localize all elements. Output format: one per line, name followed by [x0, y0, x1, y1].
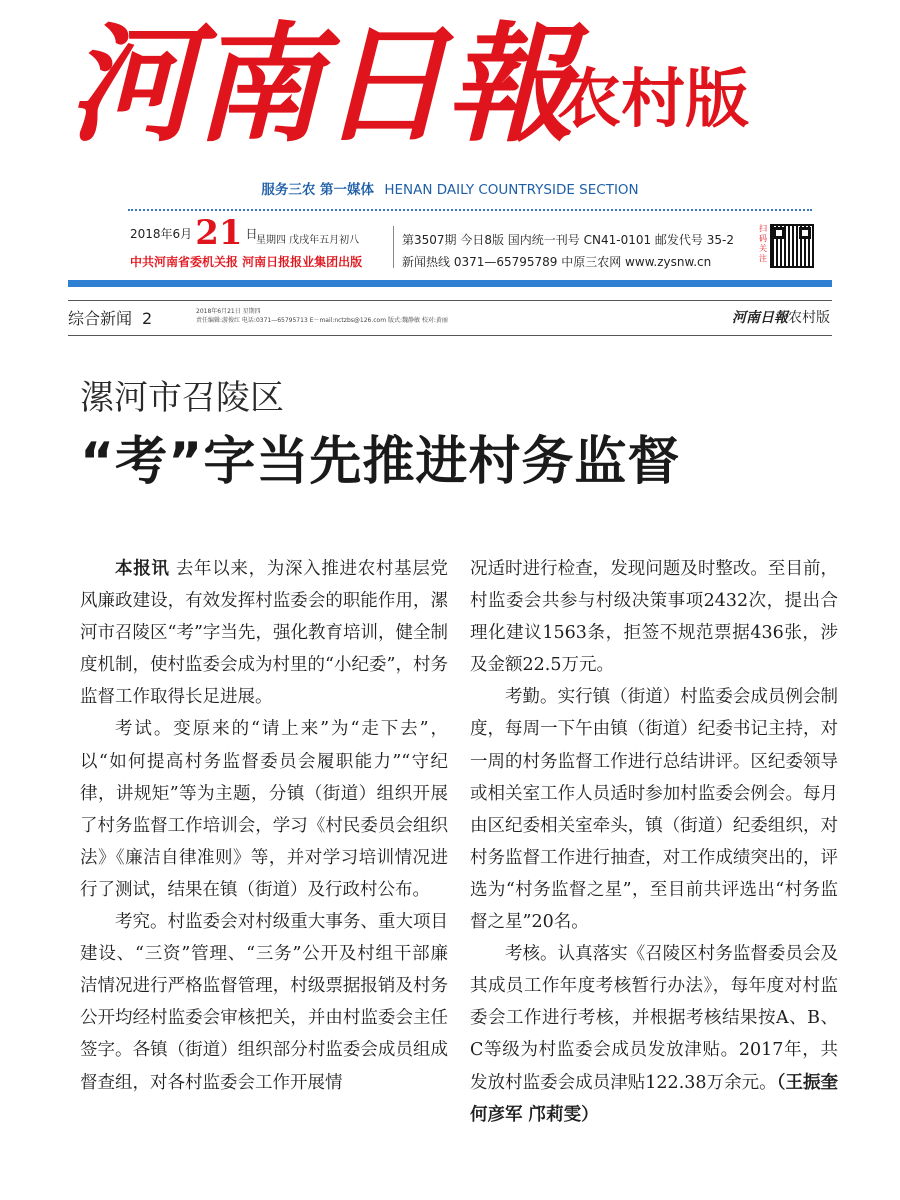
article-column-left [80, 553, 448, 1099]
section-meta [196, 307, 448, 325]
byline: （王振奎 何彦军 邝莉雯） [470, 1072, 839, 1125]
article-kicker: 漯河市召陵区 [80, 378, 284, 418]
qr-code-icon [770, 224, 814, 268]
paragraph [80, 553, 448, 713]
section-editors: 责任编辑:游俊红 电话:0371—65795713 E－mail:nctzbs@126.com 版式:魏静敏 校对:黄丽 [196, 317, 448, 324]
edition-title: 农村版 [557, 63, 749, 137]
paragraph [470, 938, 838, 1131]
paragraph: 考勤。实行镇（街道）村监委会成员例会制度，每周一下午由镇（街道）纪委书记主持，对一周的村务监督工作进行总结讲评。区纪委领导或相关室工作人员适时参加村监委会例会。每月由区纪委相关室牵头，镇（街道）纪委组织，对村务监督工作进行抽查，对工作成绩突出的，评选为“村务监督之星”，至目前共评选出“村务监督之星”20名。 [470, 687, 838, 933]
section-date: 2018年6月21日 星期四 [196, 308, 261, 315]
paragraph: 考试。变原来的“请上来”为“走下去”，以“如何提高村务监督委员会履职能力”“守纪律，讲规矩”等为主题，分镇（街道）组织开展了村务监督工作培训会，学习《村民委员会组织法》《廉洁自律准则》等，并对学习培训情况进行了测试，结果在镇（街道）及行政村公布。 [80, 719, 448, 900]
masthead [0, 0, 900, 290]
section-header [68, 300, 832, 336]
paragraph-text: 去年以来，为深入推进农村基层党风廉政建设，有效发挥村监委会的职能作用，漯河市召陵区“考”字当先，强化教育培训，健全制度机制，使村监委会成为村里的“小纪委”，村务监督工作取得长足进展。 [80, 559, 449, 708]
paragraph: 考究。村监委会对村级重大事务、重大项目建设、“三资”管理、“三务”公开及村组干部廉洁情况进行严格监督管理，村级票据报销及村务公开均经村监委会审核把关，并由村监委会主任签字。各镇（街道）组织部分村监委会成员组成督查组，对各村监委会工作开展情 [80, 912, 448, 1093]
qr-label: 扫码关注 [759, 224, 767, 263]
hotline-info: 新闻热线 0371—65795789 中原三农网 www.zysnw.cn [402, 255, 712, 269]
slogan-cn: 服务三农 第一媒体 [261, 182, 375, 198]
weekday-lunar-date: 星期四 戊戌年五月初八 [256, 235, 360, 246]
section-title [68, 306, 152, 329]
publisher-info: 中共河南省委机关报 河南日报报业集团出版 [130, 255, 363, 269]
issue-info: 第3507期 今日8版 国内统一刊号 CN41-0101 邮发代号 35-2 [402, 233, 734, 247]
vertical-divider [393, 226, 394, 268]
page-number: 2 [142, 309, 153, 328]
small-logo-edition: 农村版 [788, 310, 830, 326]
section-name: 综合新闻 [68, 309, 133, 328]
date-day: 21 [195, 213, 243, 253]
slogan [0, 178, 900, 198]
small-logo [732, 307, 830, 327]
dotted-divider [128, 209, 812, 211]
paragraph: 况适时进行检查，发现问题及时整改。至目前，村监委会共参与村级决策事项2432次，提出合理化建议1563条，拒签不规范票据436张，涉及金额22.5万元。 [470, 559, 838, 676]
slogan-en: HENAN DAILY COUNTRYSIDE SECTION [384, 182, 639, 198]
article-column-right [470, 553, 838, 1131]
date-prefix: 2018年6月 [130, 227, 193, 241]
dateline-lead: 本报讯 [115, 559, 170, 579]
blue-band-divider [68, 280, 832, 287]
small-logo-title: 河南日報 [732, 310, 788, 326]
issue-date [130, 213, 258, 253]
paragraph-text: 考核。认真落实《召陵区村务监督委员会及其成员工作年度考核暂行办法》，每年度对村监委会工作进行考核，并根据考核结果按A、B、C等级为村监委会成员发放津贴。2017年，共发放村监委会成员津贴122.38万余元。 [470, 944, 838, 1093]
newspaper-title: 河南日報 [68, 10, 573, 160]
article-headline: “考”字当先推进村务监督 [80, 432, 681, 492]
date-suffix: 日 [245, 227, 258, 241]
